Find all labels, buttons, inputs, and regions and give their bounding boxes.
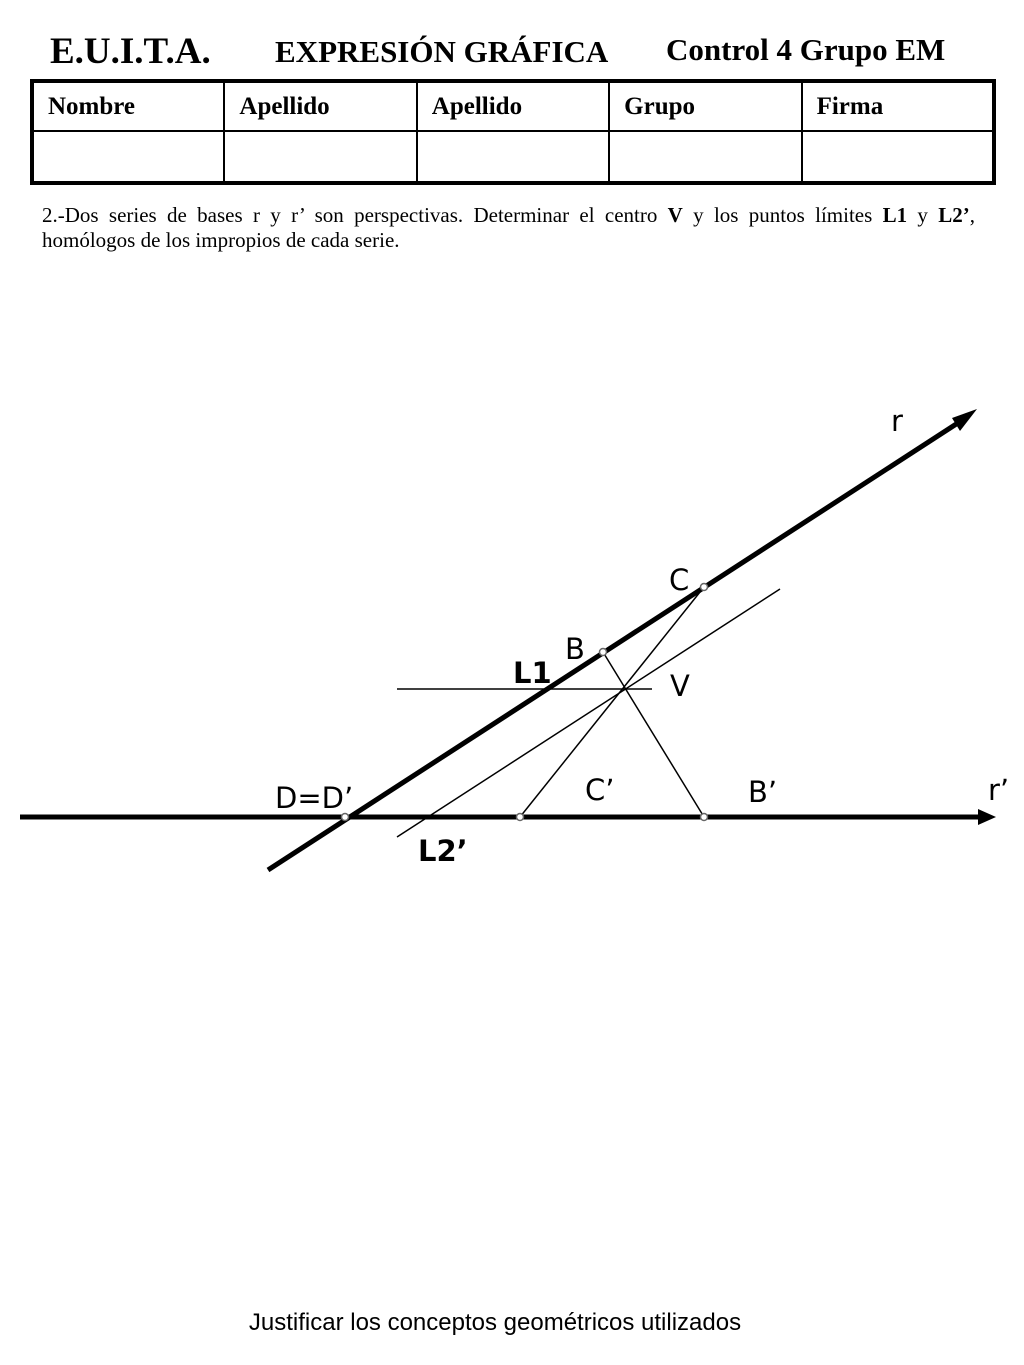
label-r: r: [891, 404, 903, 438]
column-header-nombre: Nombre: [32, 81, 224, 131]
problem-statement: 2.-Dos series de bases r y r’ son perspectivas. Determinar el centro V y los puntos límites L1 y L2’, homólogos de los impropios de cada serie.: [42, 203, 975, 252]
limit-l2-term: L2’: [938, 203, 970, 227]
column-header-apellido-1: Apellido: [224, 81, 416, 131]
label-d-equals-d-prime: D=D’: [275, 781, 354, 815]
label-b: B: [565, 632, 585, 666]
column-header-grupo: Grupo: [609, 81, 801, 131]
school-name: E.U.I.T.A.: [50, 31, 211, 72]
column-header-apellido-2: Apellido: [417, 81, 609, 131]
label-c-prime: C’: [585, 773, 615, 807]
series-r-arrowhead: [952, 409, 977, 431]
exam-title: Control 4 Grupo EM: [666, 32, 946, 67]
point-c-prime: [517, 814, 524, 821]
label-b-prime: B’: [748, 775, 778, 809]
footer-note: Justificar los conceptos geométricos utilizados: [248, 1309, 742, 1336]
point-b-prime: [701, 814, 708, 821]
point-c: [701, 584, 708, 591]
label-c: C: [669, 563, 690, 597]
center-v-term: V: [667, 203, 683, 227]
column-header-firma: Firma: [802, 81, 994, 131]
label-l1: L1: [513, 656, 552, 690]
limit-l1-term: L1: [882, 203, 908, 227]
label-r-prime: r’: [988, 773, 1010, 807]
label-l2-prime: L2’: [418, 834, 468, 868]
subject-title: EXPRESIÓN GRÁFICA: [275, 34, 609, 69]
series-r-line: [268, 419, 964, 870]
series-r-prime-arrowhead: [978, 809, 996, 825]
label-v: V: [670, 669, 690, 703]
point-b: [600, 649, 607, 656]
